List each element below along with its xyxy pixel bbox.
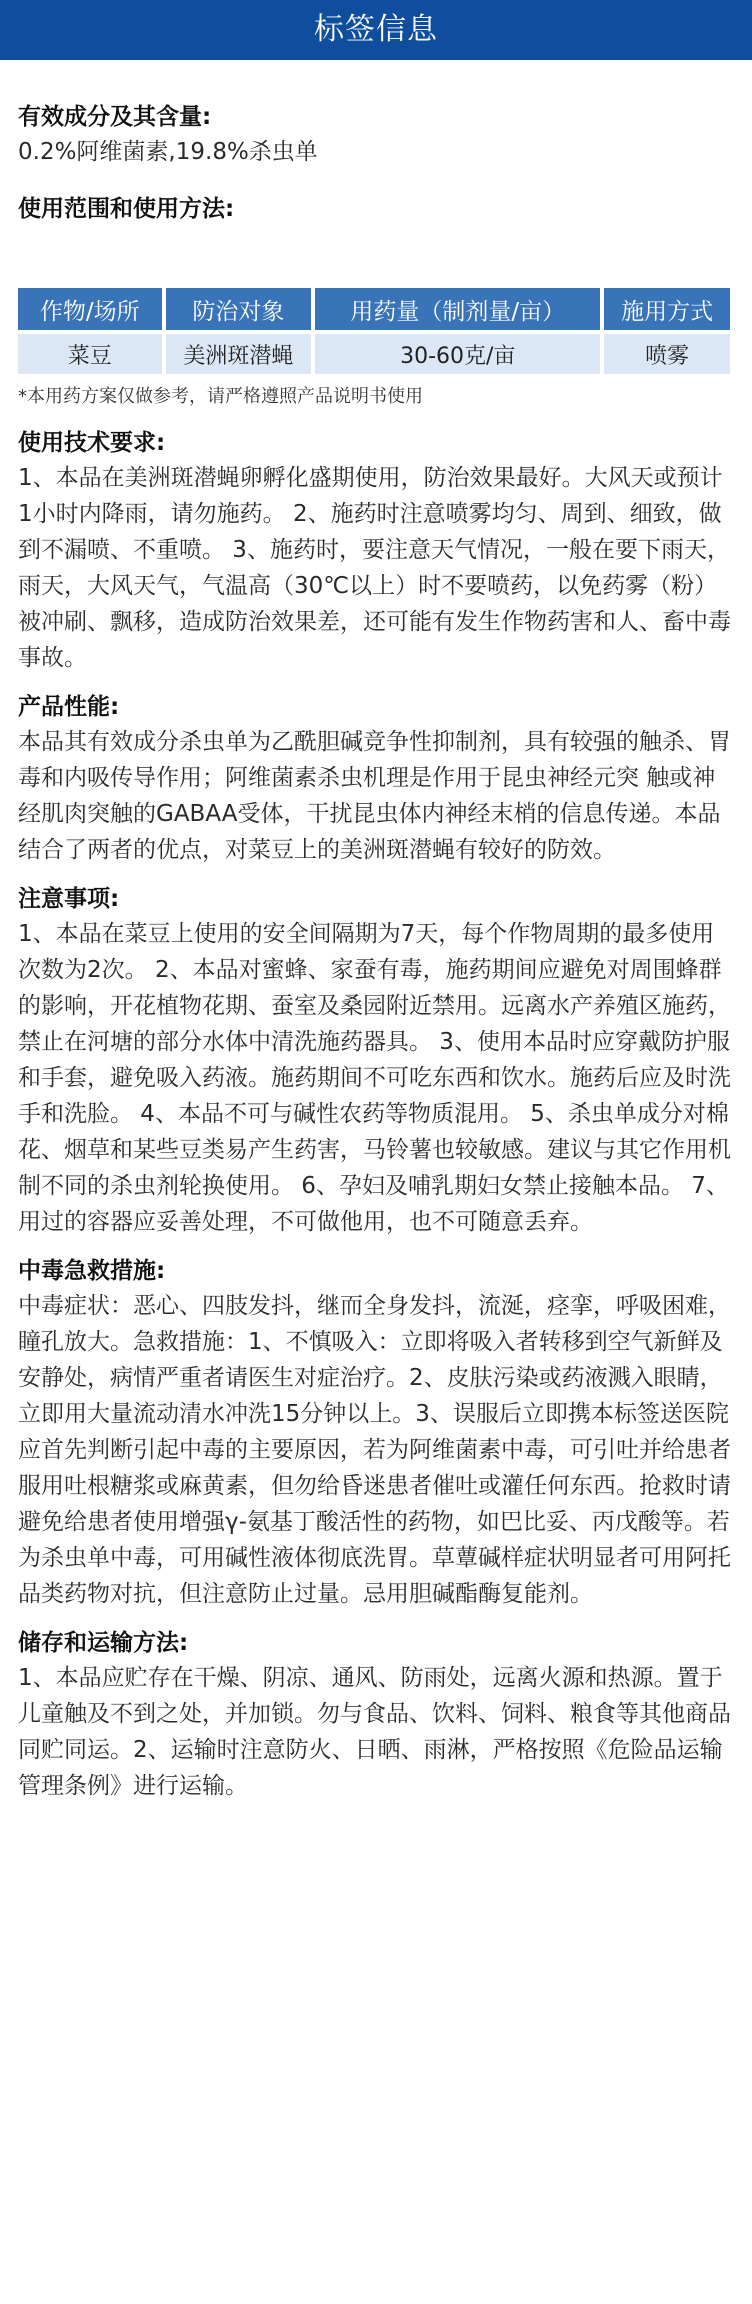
table-cell: 美洲斑潜蝇 bbox=[166, 334, 312, 374]
section-precautions bbox=[18, 882, 734, 1240]
section-firstaid bbox=[18, 1254, 734, 1612]
table-header-row bbox=[18, 288, 730, 330]
section-title: 注意事项: bbox=[18, 886, 120, 912]
section-text: 1、本品在菜豆上使用的安全间隔期为7天，每个作物周期的最多使用次数为2次。 2、本品对蜜蜂、家蚕有毒，施药期间应避免对周围蜂群的影响，开花植物花期、蚕室及桑园附近禁用。远离水产养殖区施药，禁止在河塘的部分水体中清洗施药器具。 3、使用本品时应穿戴防护服和手套，避免吸入药液。施药期间不可吃东西和饮水。施药后应及时洗手和洗脸。 4、本品不可与碱性农药等物质混用。 5、杀虫单成分对棉花、烟草和某些豆类易产生药害，马铃薯也较敏感。建议与其它作用机制不同的杀虫剂轮换使用。 6、孕妇及哺乳期妇女禁止接触本品。 7、用过的容器应妥善处理，不可做他用，也不可随意丢弃。 bbox=[18, 921, 731, 1235]
label-content bbox=[0, 60, 752, 1804]
table-row bbox=[18, 334, 730, 374]
header-bar bbox=[0, 0, 752, 60]
section-text: 1、本品应贮存在干燥、阴凉、通风、防雨处，远离火源和热源。置于儿童触及不到之处，并加锁。勿与食品、饮料、饲料、粮食等其他商品同贮同运。2、运输时注意防火、日晒、雨淋，严格按照《危险品运输管理条例》进行运输。 bbox=[18, 1665, 731, 1799]
table-cell: 喷雾 bbox=[604, 334, 730, 374]
section-title: 储存和运输方法: bbox=[18, 1630, 189, 1656]
table-cell: 30-60克/亩 bbox=[315, 334, 600, 374]
column-header: 防治对象 bbox=[166, 288, 312, 330]
section-tech bbox=[18, 426, 734, 676]
usage-table bbox=[14, 284, 734, 378]
table-cell: 菜豆 bbox=[18, 334, 162, 374]
section-title: 有效成分及其含量: bbox=[18, 104, 212, 130]
section-title: 使用技术要求: bbox=[18, 430, 166, 456]
section-text: 0.2%阿维菌素,19.8%杀虫单 bbox=[18, 139, 318, 165]
section-text: 中毒症状：恶心、四肢发抖，继而全身发抖，流涎，痉挛，呼吸困难，瞳孔放大。急救措施：1、不慎吸入：立即将吸入者转移到空气新鲜及安静处，病情严重者请医生对症治疗。2、皮肤污染或药液溅入眼睛，立即用大量流动清水冲洗15分钟以上。3、误服后立即携本标签送医院应首先判断引起中毒的主要原因，若为阿维菌素中毒，可引吐并给患者服用吐根糖浆或麻黄素，但勿给昏迷患者催吐或灌任何东西。抢救时请避免给患者使用增强γ-氨基丁酸活性的药物，如巴比妥、丙戊酸等。若为杀虫单中毒，可用碱性液体彻底洗胃。草蕈碱样症状明显者可用阿托品类药物对抗，但注意防止过量。忌用胆碱酯酶复能剂。 bbox=[18, 1293, 731, 1607]
section-ingredients bbox=[18, 60, 734, 170]
column-header: 用药量（制剂量/亩） bbox=[315, 288, 600, 330]
column-header: 作物/场所 bbox=[18, 288, 162, 330]
section-text: 本品其有效成分杀虫单为乙酰胆碱竞争性抑制剂，具有较强的触杀、胃毒和内吸传导作用；阿维菌素杀虫机理是作用于昆虫神经元突 触或神经肌肉突触的GABAA受体，干扰昆虫体内神经末梢的信息传递。本品结合了两者的优点，对菜豆上的美洲斑潜蝇有较好的防效。 bbox=[18, 729, 731, 863]
section-title: 使用范围和使用方法: bbox=[18, 196, 235, 222]
section-storage bbox=[18, 1626, 734, 1804]
page-title: 标签信息 bbox=[314, 12, 438, 47]
column-header: 施用方式 bbox=[604, 288, 730, 330]
section-usage bbox=[18, 170, 734, 412]
usage-note: *本用药方案仅做参考，请严格遵照产品说明书使用 bbox=[18, 386, 423, 407]
section-text: 1、本品在美洲斑潜蝇卵孵化盛期使用，防治效果最好。大风天或预计1小时内降雨，请勿施药。 2、施药时注意喷雾均匀、周到、细致，做到不漏喷、不重喷。 3、施药时，要注意天气情况，一般在要下雨天，雨天，大风天气，气温高（30℃以上）时不要喷药，以免药雾（粉）被冲刷、飘移，造成防治效果差，还可能有发生作物药害和人、畜中毒事故。 bbox=[18, 465, 731, 671]
section-performance bbox=[18, 690, 734, 868]
section-title: 中毒急救措施: bbox=[18, 1258, 166, 1284]
section-title: 产品性能: bbox=[18, 694, 120, 720]
